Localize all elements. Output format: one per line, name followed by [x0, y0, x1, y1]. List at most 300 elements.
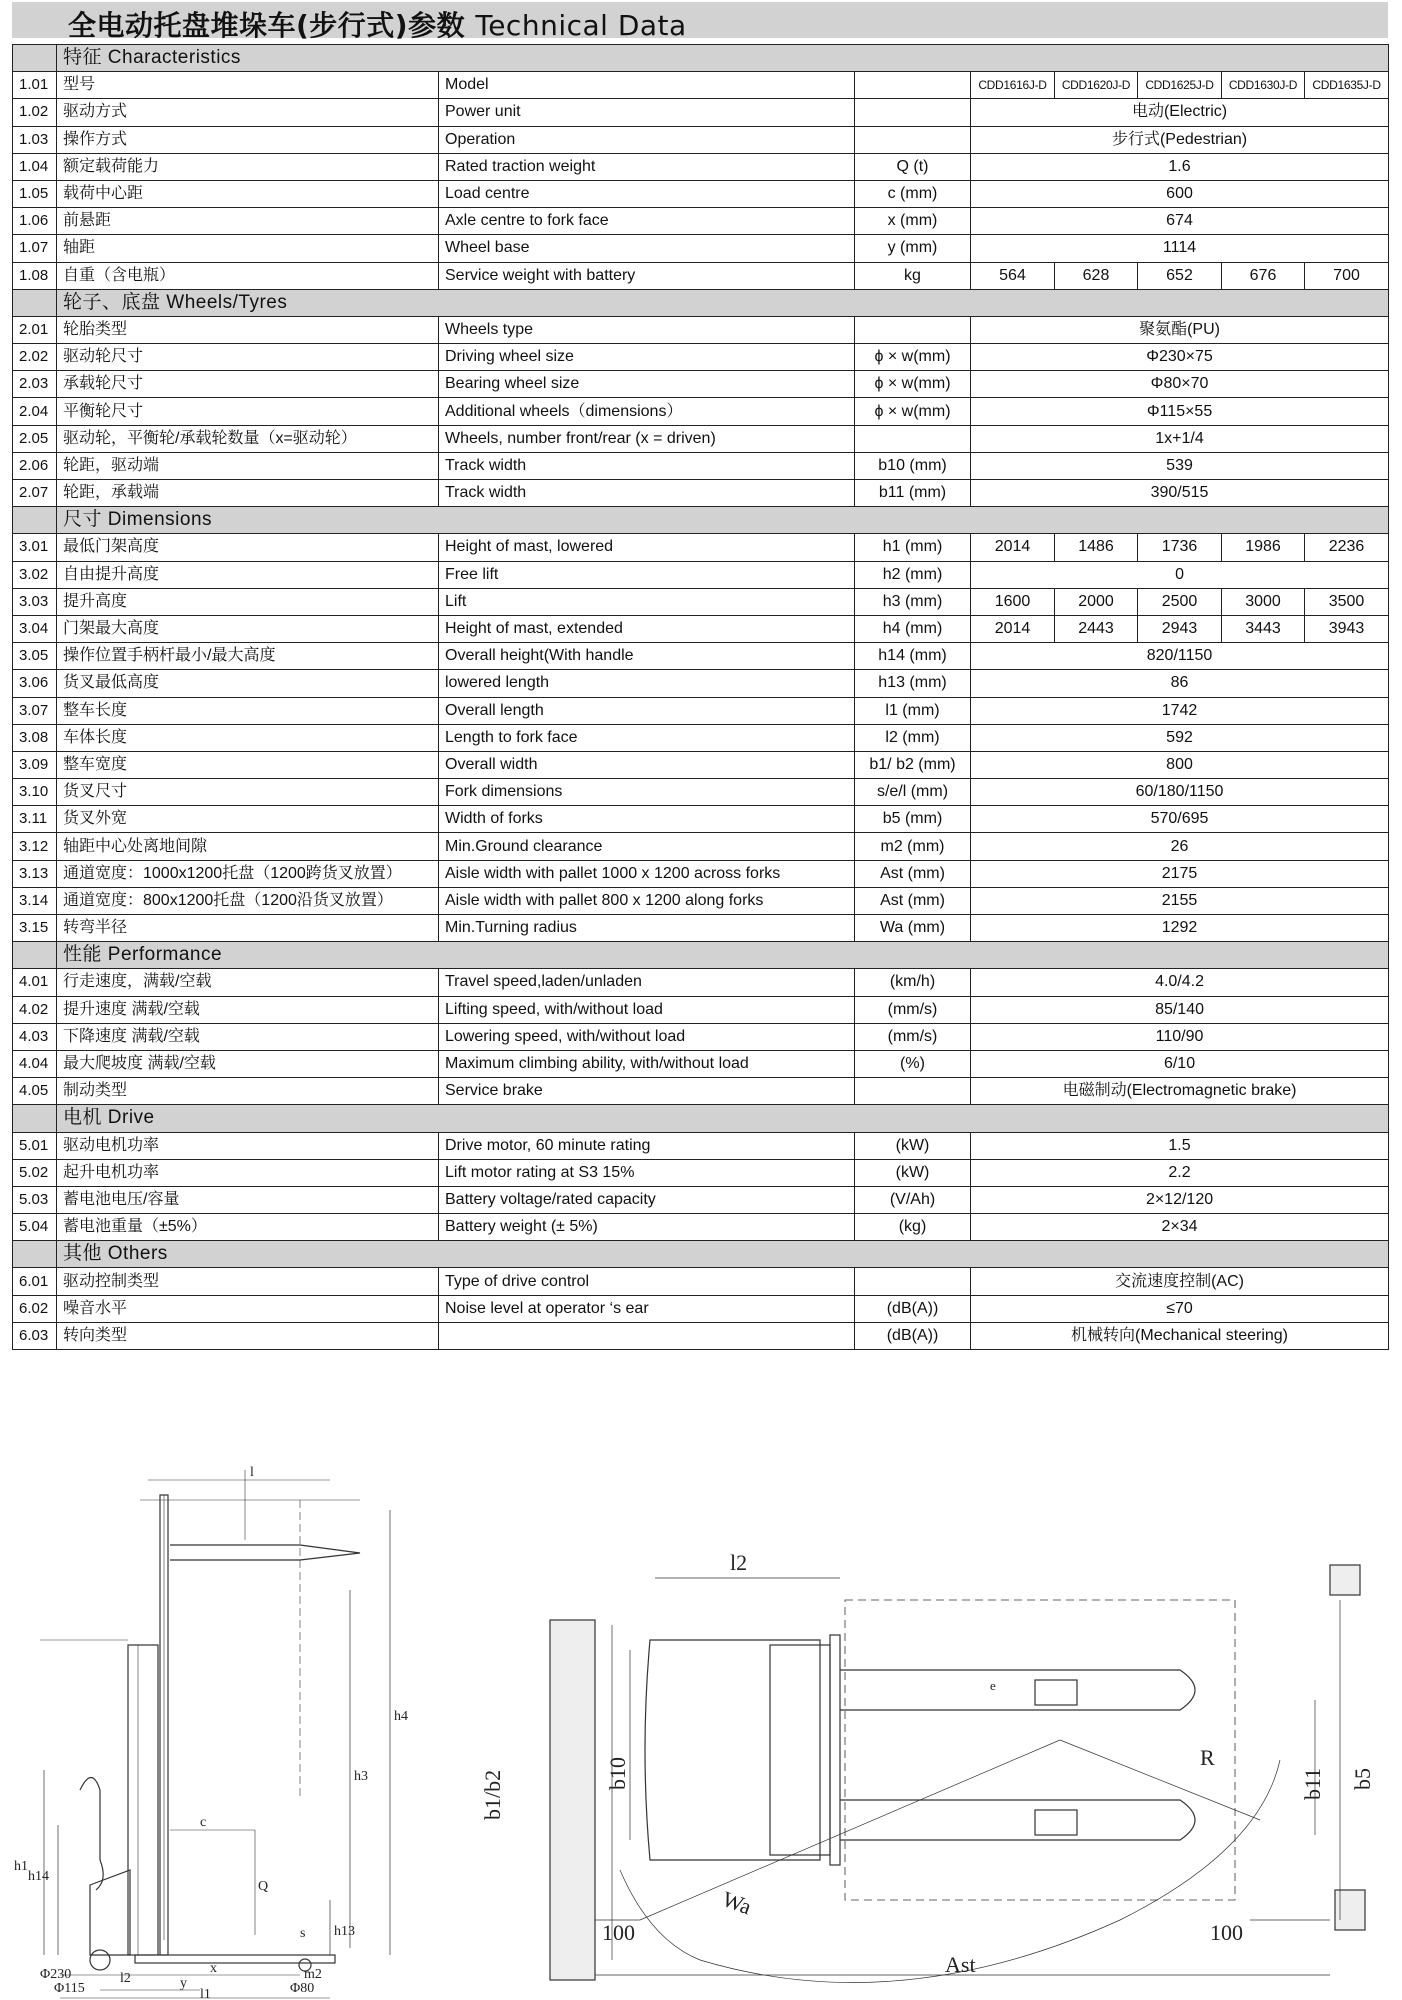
row-unit: Q (t) [855, 153, 971, 180]
label-l: l [250, 1465, 254, 1480]
row-unit: c (mm) [855, 180, 971, 207]
row-number: 1.01 [13, 72, 57, 99]
page-title [68, 4, 687, 44]
row-number: 4.02 [13, 996, 57, 1023]
label-d115: Φ115 [54, 1981, 85, 1996]
row-label-cn: 型号 [57, 72, 439, 99]
spec-row [13, 1214, 1389, 1241]
row-label-cn: 驱动轮，平衡轮/承载轮数量（x=驱动轮） [57, 425, 439, 452]
row-number: 1.07 [13, 235, 57, 262]
row-number: 4.05 [13, 1078, 57, 1105]
row-unit: l1 (mm) [855, 697, 971, 724]
label-s: s [300, 1926, 306, 1941]
label-b1b2: b1/b2 [480, 1769, 505, 1820]
row-label-en: Lift motor rating at S3 15% [439, 1159, 855, 1186]
row-value: 2×12/120 [971, 1186, 1389, 1213]
spec-row [13, 588, 1389, 615]
row-label-cn: 转向类型 [57, 1322, 439, 1349]
label-r: R [1200, 1745, 1215, 1770]
row-unit: (mm/s) [855, 1023, 971, 1050]
row-label-cn: 制动类型 [57, 1078, 439, 1105]
model-name-cell: CDD1620J-D [1055, 72, 1138, 99]
row-value: 800 [971, 751, 1389, 778]
row-unit: (km/h) [855, 969, 971, 996]
row-number: 1.06 [13, 208, 57, 235]
row-label-cn: 驱动控制类型 [57, 1268, 439, 1295]
row-number: 4.01 [13, 969, 57, 996]
row-label-en: Wheel base [439, 235, 855, 262]
row-number: 2.05 [13, 425, 57, 452]
model-value-cell: 3443 [1222, 615, 1305, 642]
row-value: 390/515 [971, 480, 1389, 507]
row-number: 3.03 [13, 588, 57, 615]
label-h3: h3 [354, 1769, 368, 1784]
row-label-cn: 通道宽度：1000x1200托盘（1200跨货叉放置） [57, 860, 439, 887]
label-100-right: 100 [1210, 1920, 1243, 1945]
row-label-cn: 自重（含电瓶） [57, 262, 439, 289]
label-b11: b11 [1300, 1767, 1325, 1800]
row-label-en: Width of forks [439, 806, 855, 833]
spec-row [13, 860, 1389, 887]
row-unit: ϕ × w(mm) [855, 344, 971, 371]
row-number: 5.04 [13, 1214, 57, 1241]
row-label-en: Height of mast, lowered [439, 534, 855, 561]
label-l2: l2 [120, 1971, 131, 1986]
row-unit: (kW) [855, 1159, 971, 1186]
row-label-cn: 提升高度 [57, 588, 439, 615]
section-header-label: 轮子、底盘 Wheels/Tyres [57, 289, 1389, 316]
row-value: 1.6 [971, 153, 1389, 180]
row-label-en: Overall width [439, 751, 855, 778]
row-value: 2.2 [971, 1159, 1389, 1186]
label-y: y [180, 1976, 187, 1991]
label-l1: l1 [200, 1987, 211, 2000]
label-ast: Ast [945, 1952, 976, 1977]
row-value: Φ115×55 [971, 398, 1389, 425]
row-unit: h13 (mm) [855, 670, 971, 697]
row-label-en: Lifting speed, with/without load [439, 996, 855, 1023]
row-value: 60/180/1150 [971, 779, 1389, 806]
row-label-en: Rated traction weight [439, 153, 855, 180]
row-value: 2155 [971, 887, 1389, 914]
model-value-cell: 564 [971, 262, 1055, 289]
spec-row [13, 1159, 1389, 1186]
row-number: 2.06 [13, 452, 57, 479]
row-label-en: Battery weight (± 5%) [439, 1214, 855, 1241]
row-unit: h4 (mm) [855, 615, 971, 642]
row-value: 机械转向(Mechanical steering) [971, 1322, 1389, 1349]
row-number: 3.02 [13, 561, 57, 588]
row-label-cn: 驱动电机功率 [57, 1132, 439, 1159]
row-label-en: Bearing wheel size [439, 371, 855, 398]
label-b5: b5 [1350, 1768, 1375, 1790]
row-number: 3.13 [13, 860, 57, 887]
row-value: 539 [971, 452, 1389, 479]
row-unit: (dB(A)) [855, 1295, 971, 1322]
row-value: ≤70 [971, 1295, 1389, 1322]
label-x: x [210, 1961, 217, 1976]
label-wa: Wa [719, 1886, 755, 1920]
row-unit: b5 (mm) [855, 806, 971, 833]
row-number: 5.02 [13, 1159, 57, 1186]
row-value: 600 [971, 180, 1389, 207]
row-unit: x (mm) [855, 208, 971, 235]
row-unit: (V/Ah) [855, 1186, 971, 1213]
section-header-blank [13, 1241, 57, 1268]
row-number: 3.15 [13, 915, 57, 942]
row-label-en: Type of drive control [439, 1268, 855, 1295]
row-value: 聚氨酯(PU) [971, 316, 1389, 343]
row-label-cn: 自由提升高度 [57, 561, 439, 588]
spec-row [13, 72, 1389, 99]
row-label-en: Load centre [439, 180, 855, 207]
row-label-en: Wheels, number front/rear (x = driven) [439, 425, 855, 452]
spec-row [13, 697, 1389, 724]
label-c: c [200, 1815, 207, 1830]
row-unit [855, 316, 971, 343]
title-cn: 全电动托盘堆垛车(步行式)参数 [68, 9, 466, 42]
row-unit: (kW) [855, 1132, 971, 1159]
label-h13: h13 [334, 1924, 355, 1939]
row-label-cn: 起升电机功率 [57, 1159, 439, 1186]
row-unit: ϕ × w(mm) [855, 398, 971, 425]
row-unit [855, 99, 971, 126]
row-label-en: Free lift [439, 561, 855, 588]
row-number: 1.04 [13, 153, 57, 180]
row-unit [855, 126, 971, 153]
row-label-cn: 轮距，承载端 [57, 480, 439, 507]
model-value-cell: 628 [1055, 262, 1138, 289]
row-unit [855, 1078, 971, 1105]
section-header-row [13, 289, 1389, 316]
row-number: 3.07 [13, 697, 57, 724]
row-label-en: Overall length [439, 697, 855, 724]
spec-row [13, 316, 1389, 343]
row-label-cn: 驱动方式 [57, 99, 439, 126]
spec-row [13, 969, 1389, 996]
row-label-en: Track width [439, 452, 855, 479]
row-value: 1.5 [971, 1132, 1389, 1159]
model-name-cell: CDD1630J-D [1222, 72, 1305, 99]
spec-row [13, 1322, 1389, 1349]
model-value-cell: 1486 [1055, 534, 1138, 561]
row-label-en: Height of mast, extended [439, 615, 855, 642]
row-label-cn: 整车长度 [57, 697, 439, 724]
section-header-blank [13, 1105, 57, 1132]
row-unit: b1/ b2 (mm) [855, 751, 971, 778]
row-label-cn: 货叉外宽 [57, 806, 439, 833]
spec-row [13, 534, 1389, 561]
row-number: 3.04 [13, 615, 57, 642]
row-label-cn: 门架最大高度 [57, 615, 439, 642]
row-label-cn: 整车宽度 [57, 751, 439, 778]
model-name-cell: CDD1635J-D [1305, 72, 1389, 99]
row-value: 6/10 [971, 1050, 1389, 1077]
row-label-cn: 额定载荷能力 [57, 153, 439, 180]
row-value: 110/90 [971, 1023, 1389, 1050]
row-unit: Wa (mm) [855, 915, 971, 942]
row-label-en: Power unit [439, 99, 855, 126]
row-number: 3.05 [13, 643, 57, 670]
row-value: 4.0/4.2 [971, 969, 1389, 996]
spec-row [13, 833, 1389, 860]
row-label-cn: 承载轮尺寸 [57, 371, 439, 398]
row-label-cn: 下降速度 满载/空载 [57, 1023, 439, 1050]
section-header-row [13, 507, 1389, 534]
row-number: 1.02 [13, 99, 57, 126]
spec-row [13, 561, 1389, 588]
row-value: 1742 [971, 697, 1389, 724]
row-number: 6.03 [13, 1322, 57, 1349]
title-en: Technical Data [475, 9, 687, 42]
row-unit: h1 (mm) [855, 534, 971, 561]
spec-row [13, 480, 1389, 507]
row-number: 2.07 [13, 480, 57, 507]
row-unit: (mm/s) [855, 996, 971, 1023]
label-d80: Φ80 [290, 1981, 315, 1996]
row-number: 2.01 [13, 316, 57, 343]
row-number: 5.03 [13, 1186, 57, 1213]
row-unit: h3 (mm) [855, 588, 971, 615]
row-unit: s/e/l (mm) [855, 779, 971, 806]
row-label-cn: 蓄电池重量（±5%） [57, 1214, 439, 1241]
row-unit: b11 (mm) [855, 480, 971, 507]
row-label-en: Drive motor, 60 minute rating [439, 1132, 855, 1159]
row-label-cn: 货叉最低高度 [57, 670, 439, 697]
model-value-cell: 3000 [1222, 588, 1305, 615]
row-unit: (%) [855, 1050, 971, 1077]
spec-row [13, 99, 1389, 126]
row-value: 2175 [971, 860, 1389, 887]
row-value: 570/695 [971, 806, 1389, 833]
row-label-en: Operation [439, 126, 855, 153]
label-l2-top: l2 [730, 1550, 748, 1575]
row-unit: b10 (mm) [855, 452, 971, 479]
row-label-en: Service brake [439, 1078, 855, 1105]
model-value-cell: 2443 [1055, 615, 1138, 642]
section-header-blank [13, 507, 57, 534]
title-bar [12, 2, 1388, 42]
row-label-en: Length to fork face [439, 724, 855, 751]
row-label-en: Lowering speed, with/without load [439, 1023, 855, 1050]
row-label-cn: 提升速度 满载/空载 [57, 996, 439, 1023]
row-label-cn: 最低门架高度 [57, 534, 439, 561]
row-number: 3.11 [13, 806, 57, 833]
section-header-row [13, 942, 1389, 969]
row-label-en: Additional wheels（dimensions） [439, 398, 855, 425]
row-unit: h14 (mm) [855, 643, 971, 670]
row-label-en: Aisle width with pallet 1000 x 1200 across forks [439, 860, 855, 887]
model-value-cell: 2000 [1055, 588, 1138, 615]
row-label-cn: 平衡轮尺寸 [57, 398, 439, 425]
row-number: 1.05 [13, 180, 57, 207]
section-header-row [13, 1105, 1389, 1132]
row-value: 步行式(Pedestrian) [971, 126, 1389, 153]
row-label-en: lowered length [439, 670, 855, 697]
row-label-en: Axle centre to fork face [439, 208, 855, 235]
row-label-cn: 转弯半径 [57, 915, 439, 942]
row-value: 电动(Electric) [971, 99, 1389, 126]
row-unit: Ast (mm) [855, 860, 971, 887]
row-value: 674 [971, 208, 1389, 235]
spec-row [13, 398, 1389, 425]
model-value-cell: 2943 [1138, 615, 1222, 642]
spec-row [13, 208, 1389, 235]
row-value: 1x+1/4 [971, 425, 1389, 452]
row-value: 86 [971, 670, 1389, 697]
table-body [13, 45, 1389, 1350]
row-label-en: Min.Ground clearance [439, 833, 855, 860]
model-value-cell: 676 [1222, 262, 1305, 289]
spec-row [13, 670, 1389, 697]
row-unit: (kg) [855, 1214, 971, 1241]
row-label-cn: 轴距中心处离地间隙 [57, 833, 439, 860]
spec-row [13, 262, 1389, 289]
row-label-cn: 操作位置手柄杆最小/最大高度 [57, 643, 439, 670]
row-value: 1292 [971, 915, 1389, 942]
row-label-en [439, 1322, 855, 1349]
spec-row [13, 643, 1389, 670]
spec-row [13, 1132, 1389, 1159]
row-unit: h2 (mm) [855, 561, 971, 588]
row-label-cn: 轮胎类型 [57, 316, 439, 343]
label-d230: Φ230 [40, 1967, 72, 1982]
model-value-cell: 2500 [1138, 588, 1222, 615]
row-value: Φ80×70 [971, 371, 1389, 398]
label-e: e [990, 1678, 996, 1693]
technical-data-table [12, 44, 1389, 1350]
row-unit: m2 (mm) [855, 833, 971, 860]
row-label-cn: 轮距，驱动端 [57, 452, 439, 479]
spec-row [13, 915, 1389, 942]
section-header-label: 性能 Performance [57, 942, 1389, 969]
model-value-cell: 1600 [971, 588, 1055, 615]
model-name-cell: CDD1625J-D [1138, 72, 1222, 99]
row-label-en: Min.Turning radius [439, 915, 855, 942]
row-number: 1.03 [13, 126, 57, 153]
row-number: 6.01 [13, 1268, 57, 1295]
row-value: 1114 [971, 235, 1389, 262]
row-number: 3.09 [13, 751, 57, 778]
spec-row [13, 1050, 1389, 1077]
side-view [40, 1470, 390, 1998]
spec-row [13, 779, 1389, 806]
row-unit [855, 425, 971, 452]
spec-row [13, 1186, 1389, 1213]
label-h1: h1 [14, 1859, 28, 1874]
section-header-label: 特征 Characteristics [57, 45, 1389, 72]
row-unit: kg [855, 262, 971, 289]
row-number: 3.08 [13, 724, 57, 751]
spec-row [13, 806, 1389, 833]
row-label-en: Model [439, 72, 855, 99]
spec-row [13, 1295, 1389, 1322]
spec-row [13, 126, 1389, 153]
row-value: 2×34 [971, 1214, 1389, 1241]
row-label-cn: 通道宽度：800x1200托盘（1200沿货叉放置） [57, 887, 439, 914]
top-view-labels [480, 1550, 1375, 1977]
row-label-cn: 噪音水平 [57, 1295, 439, 1322]
spec-row [13, 344, 1389, 371]
row-label-en: Lift [439, 588, 855, 615]
model-value-cell: 700 [1305, 262, 1389, 289]
spec-row [13, 887, 1389, 914]
row-label-en: Maximum climbing ability, with/without load [439, 1050, 855, 1077]
row-number: 3.12 [13, 833, 57, 860]
row-label-en: Noise level at operator ‘s ear [439, 1295, 855, 1322]
spec-row [13, 996, 1389, 1023]
label-h14: h14 [28, 1869, 49, 1884]
section-header-blank [13, 289, 57, 316]
model-name-cell: CDD1616J-D [971, 72, 1055, 99]
row-label-cn: 驱动轮尺寸 [57, 344, 439, 371]
model-value-cell: 1986 [1222, 534, 1305, 561]
model-value-cell: 652 [1138, 262, 1222, 289]
spec-row [13, 1078, 1389, 1105]
row-unit: Ast (mm) [855, 887, 971, 914]
row-label-en: Fork dimensions [439, 779, 855, 806]
row-value: 26 [971, 833, 1389, 860]
spec-row [13, 180, 1389, 207]
row-label-cn: 车体长度 [57, 724, 439, 751]
row-value: 85/140 [971, 996, 1389, 1023]
row-number: 3.14 [13, 887, 57, 914]
label-100-left: 100 [602, 1920, 635, 1945]
row-unit: ϕ × w(mm) [855, 371, 971, 398]
row-number: 3.10 [13, 779, 57, 806]
row-label-cn: 蓄电池电压/容量 [57, 1186, 439, 1213]
spec-row [13, 235, 1389, 262]
row-number: 6.02 [13, 1295, 57, 1322]
row-value: 交流速度控制(AC) [971, 1268, 1389, 1295]
spec-row [13, 615, 1389, 642]
spec-row [13, 724, 1389, 751]
model-value-cell: 1736 [1138, 534, 1222, 561]
row-label-cn: 操作方式 [57, 126, 439, 153]
row-label-en: Travel speed,laden/unladen [439, 969, 855, 996]
truck-dimension-drawing [0, 1400, 1402, 2000]
row-unit [855, 1268, 971, 1295]
row-label-cn: 前悬距 [57, 208, 439, 235]
row-label-en: Service weight with battery [439, 262, 855, 289]
label-q: Q [258, 1879, 269, 1894]
model-value-cell: 2014 [971, 534, 1055, 561]
row-value: 820/1150 [971, 643, 1389, 670]
row-number: 2.04 [13, 398, 57, 425]
model-value-cell: 2014 [971, 615, 1055, 642]
row-number: 3.06 [13, 670, 57, 697]
row-number: 4.03 [13, 1023, 57, 1050]
row-label-en: Battery voltage/rated capacity [439, 1186, 855, 1213]
row-label-cn: 载荷中心距 [57, 180, 439, 207]
row-number: 1.08 [13, 262, 57, 289]
spec-row [13, 425, 1389, 452]
row-label-en: Aisle width with pallet 800 x 1200 along forks [439, 887, 855, 914]
label-m2: m2 [304, 1967, 322, 1982]
spec-row [13, 1268, 1389, 1295]
row-label-en: Driving wheel size [439, 344, 855, 371]
row-label-cn: 货叉尺寸 [57, 779, 439, 806]
row-label-en: Track width [439, 480, 855, 507]
row-label-cn: 最大爬坡度 满载/空载 [57, 1050, 439, 1077]
section-header-blank [13, 942, 57, 969]
row-value: Φ230×75 [971, 344, 1389, 371]
row-number: 2.03 [13, 371, 57, 398]
row-number: 4.04 [13, 1050, 57, 1077]
row-number: 5.01 [13, 1132, 57, 1159]
model-value-cell: 3500 [1305, 588, 1389, 615]
row-label-en: Wheels type [439, 316, 855, 343]
